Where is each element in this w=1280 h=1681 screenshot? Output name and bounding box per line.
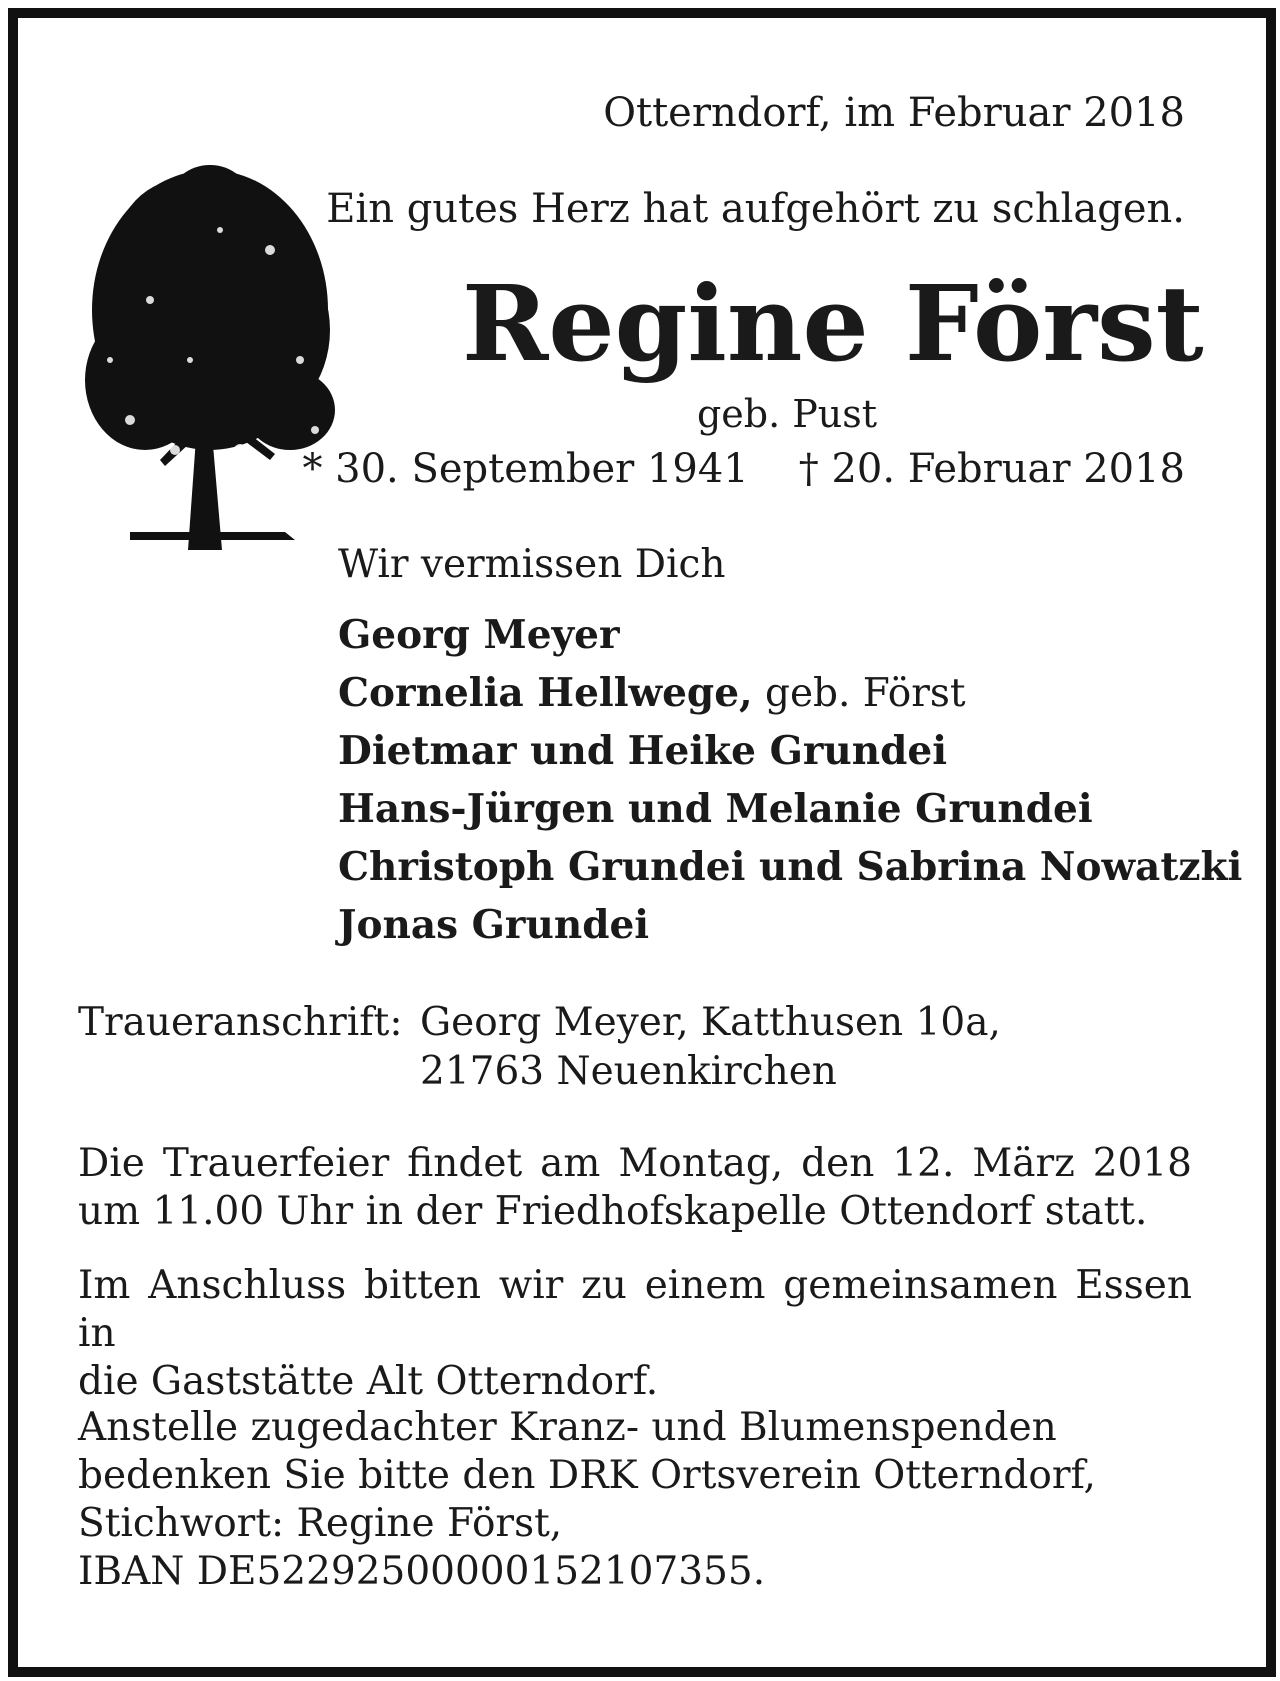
mourner-item: Georg Meyer — [338, 612, 620, 658]
donation-paragraph — [78, 1404, 1192, 1596]
birth-name: geb. Pust — [696, 392, 878, 436]
death-date: † 20. Februar 2018 — [798, 446, 1185, 492]
deceased-name: Regine Först — [462, 262, 1204, 385]
meal-paragraph — [78, 1262, 1192, 1406]
ceremony-line2: um 11.00 Uhr in der Friedhofskapelle Ottendorf statt. — [78, 1189, 1148, 1234]
donation-line3: Stichwort: Regine Först, — [78, 1501, 563, 1546]
birth-date: * 30. September 1941 — [302, 446, 749, 492]
mourner-item: Hans-Jürgen und Melanie Grundei — [338, 786, 1093, 832]
mourner-item: Dietmar und Heike Grundei — [338, 728, 948, 774]
motto: Ein gutes Herz hat aufgehört zu schlagen. — [326, 186, 1185, 232]
mourner-item: Jonas Grundei — [338, 902, 650, 948]
life-dates — [302, 446, 1185, 492]
donation-iban: IBAN DE52292500000152107355. — [78, 1549, 766, 1594]
place-date: Otterndorf, im Februar 2018 — [603, 90, 1185, 136]
ceremony-line1: Die Trauerfeier findet am Montag, den 12. März 2018 — [78, 1141, 1192, 1186]
meal-line1: Im Anschluss bitten wir zu einem gemeinsamen Essen in — [78, 1263, 1192, 1356]
mourners-block — [338, 536, 1242, 954]
address-line1: Georg Meyer, Katthusen 10a, — [420, 1000, 1001, 1045]
meal-line2: die Gaststätte Alt Otterndorf. — [78, 1359, 659, 1404]
mourner-item: Cornelia Hellwege, geb. Först — [338, 670, 966, 716]
mourners-intro: Wir vermissen Dich — [338, 542, 726, 587]
ceremony-paragraph — [78, 1140, 1192, 1236]
address-line2: 21763 Neuenkirchen — [420, 1049, 837, 1094]
donation-line1: Anstelle zugedachter Kranz- und Blumenspenden — [78, 1405, 1057, 1450]
address-label: Traueranschrift: — [78, 1000, 403, 1045]
tree-icon — [70, 160, 350, 560]
donation-line2: bedenken Sie bitte den DRK Ortsverein Otterndorf, — [78, 1453, 1096, 1498]
mourning-address — [78, 1000, 1001, 1094]
mourner-item: Christoph Grundei und Sabrina Nowatzki — [338, 844, 1243, 890]
